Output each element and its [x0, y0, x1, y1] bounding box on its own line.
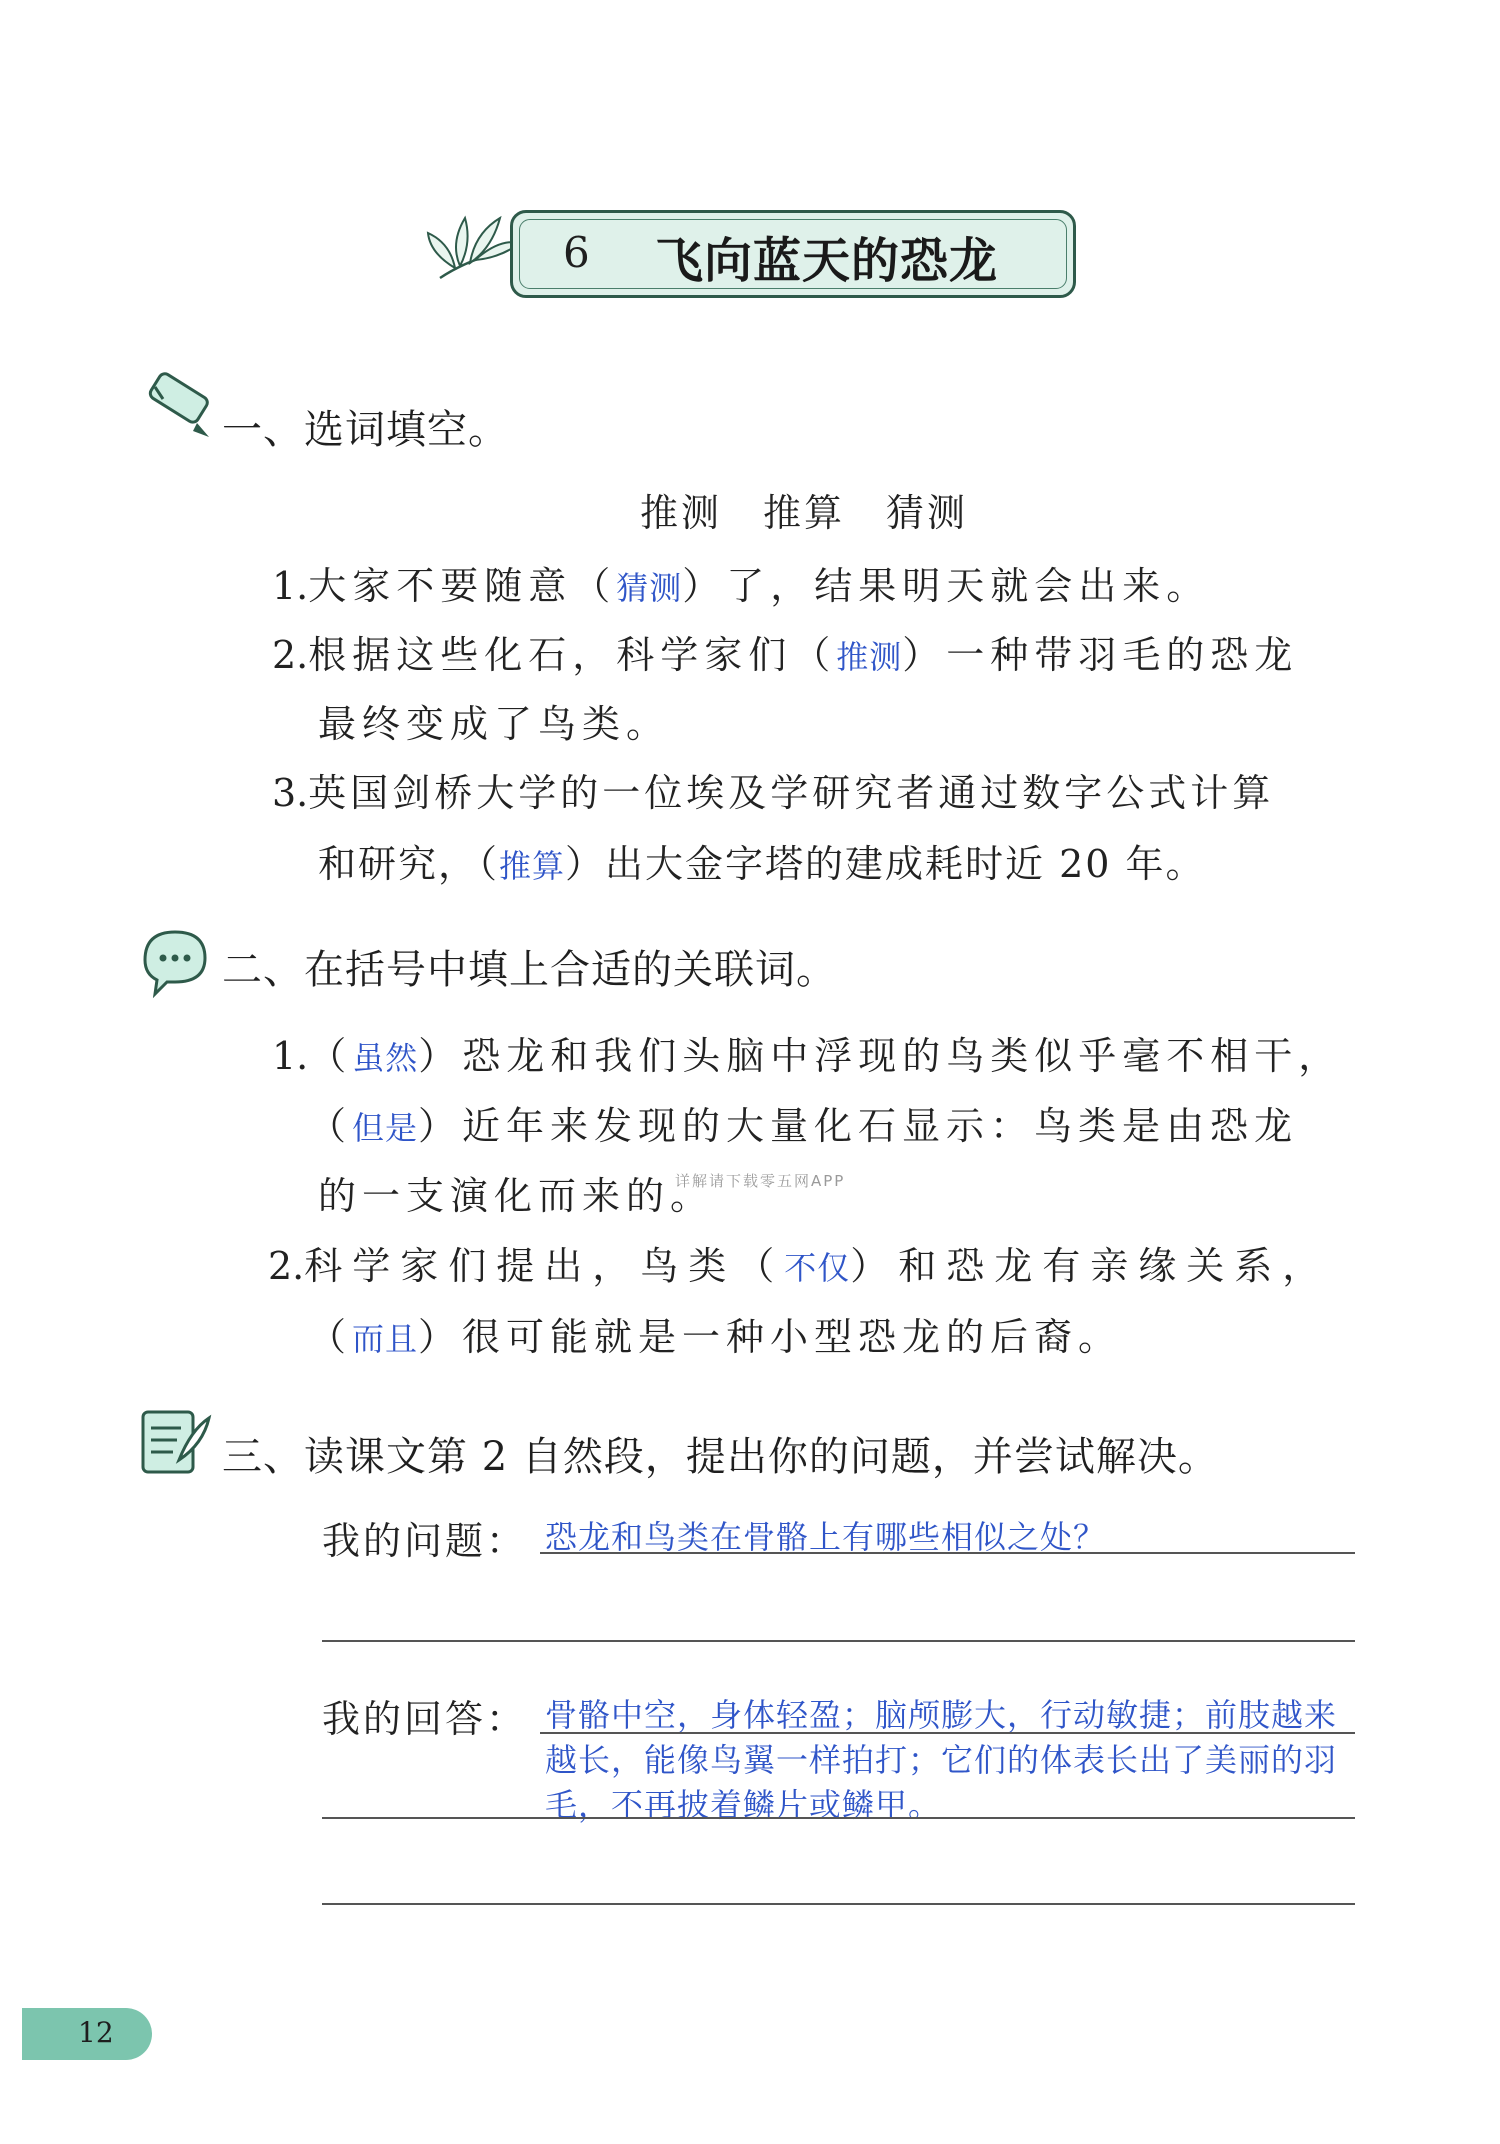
s2-q1-answer1: 虽然 — [352, 1039, 419, 1077]
s2-q1-line1: 1.（虽然）恐龙和我们头脑中浮现的鸟类似乎毫不相干， — [272, 1034, 1343, 1078]
section1-heading: 一、选词填空。 — [222, 407, 509, 453]
s2-q2-answer2: 而且 — [352, 1320, 419, 1358]
answer-line-2 — [322, 1817, 1355, 1819]
answer-line-3 — [322, 1903, 1355, 1905]
question-answer: 恐龙和鸟类在骨骼上有哪些相似之处？ — [545, 1518, 1107, 1556]
answer-label: 我的回答： — [322, 1697, 528, 1741]
s1-q3-line2: 和研究，（推算）出大金字塔的建成耗时近 20 年。 — [318, 842, 1206, 886]
answer-line-1 — [540, 1732, 1355, 1734]
answer-line2: 越长，能像鸟翼一样拍打；它们的体表长出了美丽的羽 — [545, 1741, 1338, 1779]
s2-q1-line2: （但是）近年来发现的大量化石显示：鸟类是由恐龙 — [308, 1104, 1299, 1148]
question-label: 我的问题： — [322, 1519, 528, 1563]
s2-q2-answer1: 不仅 — [784, 1249, 851, 1287]
s1-q3-answer: 推算 — [499, 847, 566, 885]
lesson-number: 6 — [563, 228, 590, 277]
s2-q2-line1: 2.科学家们提出，鸟类（不仅）和恐龙有亲缘关系， — [268, 1244, 1331, 1288]
section3-heading: 三、读课文第 2 自然段，提出你的问题，并尝试解决。 — [222, 1434, 1219, 1480]
s2-q1-line3: 的一支演化而来的。 — [318, 1174, 715, 1218]
notepad-icon — [135, 1400, 215, 1480]
s1-q1: 1.大家不要随意（猜测）了，结果明天就会出来。 — [272, 564, 1211, 608]
word-bank: 推测 推算 猜测 — [640, 491, 969, 535]
page-number: 12 — [78, 2016, 114, 2049]
s1-q2: 2.根据这些化石，科学家们（推测）一种带羽毛的恐龙 — [272, 633, 1299, 677]
question-line-1 — [540, 1552, 1355, 1554]
speech-bubble-icon — [135, 920, 215, 1000]
pencil-icon — [135, 365, 215, 445]
answer-line3: 毛，不再披着鳞片或鳞甲。 — [545, 1786, 942, 1824]
s2-q1-answer2: 但是 — [352, 1109, 419, 1147]
s1-q3: 3.英国剑桥大学的一位埃及学研究者通过数字公式计算 — [272, 771, 1275, 815]
s1-q2-line2: 最终变成了鸟类。 — [318, 702, 671, 746]
section2-heading: 二、在括号中填上合适的关联词。 — [222, 947, 837, 993]
s1-q2-answer: 推测 — [836, 638, 903, 676]
s1-q1-answer: 猜测 — [616, 569, 683, 607]
s2-q2-line2: （而且）很可能就是一种小型恐龙的后裔。 — [308, 1315, 1123, 1359]
answer-line1: 骨骼中空，身体轻盈；脑颅膨大，行动敏捷；前肢越来 — [545, 1696, 1338, 1734]
question-line-2 — [322, 1640, 1355, 1642]
watermark: 详解请下载零五网APP — [675, 1172, 846, 1190]
lesson-title: 飞向蓝天的恐龙 — [655, 233, 999, 289]
